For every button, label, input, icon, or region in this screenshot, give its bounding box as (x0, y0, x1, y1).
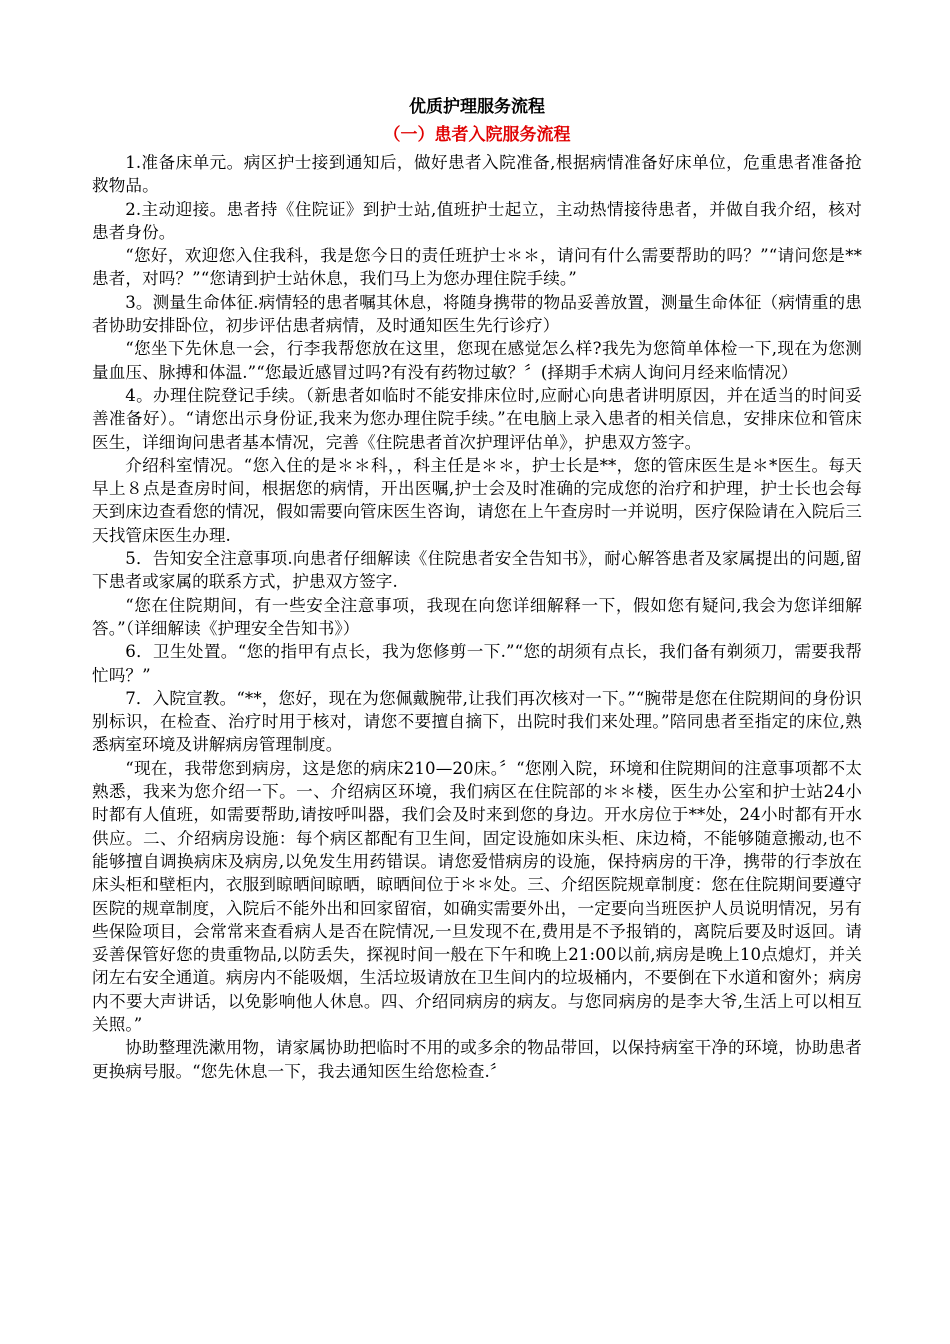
paragraph: 3。测量生命体征.病情轻的患者嘱其休息，将随身携带的物品妥善放置，测量生命体征（病情重的患者协助安排卧位，初步评估患者病情，及时通知医生先行诊疗） (92, 292, 862, 336)
paragraph: “您在住院期间，有一些安全注意事项，我现在向您详细解释一下，假如您有疑问,我会为您详细解答。”（详细解读《护理安全告知书》） (92, 595, 862, 638)
paragraph: 协助整理洗漱用物，请家属协助把临时不用的或多余的物品带回，以保持病室干净的环境，协助患者更换病号服。“您先休息一下，我去通知医生给您检查.〞 (92, 1038, 862, 1081)
paragraph: “您好，欢迎您入住我科，我是您今日的责任班护士＊＊，请问有什么需要帮助的吗？”“请问您是**患者，对吗？”“您请到护士站休息，我们马上为您办理住院手续。” (92, 246, 862, 289)
document-page (92, 96, 862, 1083)
paragraph: 介绍科室情况。“您入住的是＊＊科，，科主任是＊＊，护士长是**，您的管床医生是＊*医生。每天早上８点是查房时间，根据您的病情，开出医嘱,护士会及时准确的完成您的治疗和护理，护士长也会每天到床边查看您的情况，假如需要向管床医生咨询，请您在上午查房时一并说明，医疗保险请在入院后三天找管床医生办理. (92, 455, 862, 545)
paragraph: “现在，我带您到病房，这是您的病床210—20床。〞“您刚入院，环境和住院期间的注意事项都不太熟悉，我来为您介绍一下。一、介绍病区环境，我们病区在住院部的＊＊楼，医生办公室和护士站24小时都有人值班，如需要帮助,请按呼叫器，我们会及时来到您的身边。开水房位于**处，24小时都有开水供应。二、介绍病房设施：每个病区都配有卫生间，固定设施如床头柜、床边椅，不能够随意搬动,也不能够擅自调换病床及病房,以免发生用药错误。请您爱惜病房的设施，保持病房的干净，携带的行李放在床头柜和壁柜内，衣服到晾晒间晾晒，晾晒间位于＊＊处。三、介绍医院规章制度：您在住院期间要遵守医院的规章制度，入院后不能外出和回家留宿，如确实需要外出，一定要向当班医护人员说明情况，另有些保险项目，会常常来查看病人是否在院情况,一旦发现不在,费用是不予报销的，离院后要及时返回。请妥善保管好您的贵重物品,以防丢失，探视时间一般在下午和晚上21:00以前,病房是晚上10点熄灯，并关闭左右安全通道。病房内不能吸烟，生活垃圾请放在卫生间内的垃圾桶内，不要倒在下水道和窗外；病房内不要大声讲话，以免影响他人休息。四、介绍同病房的病友。与您同病房的是李大爷,生活上可以相互关照。” (92, 758, 862, 1034)
paragraph: “您坐下先休息一会，行李我帮您放在这里，您现在感觉怎么样?我先为您简单体检一下,现在为您测量血压、脉搏和体温.”“您最近感冒过吗?有没有药物过敏？〞(择期手术病人询问月经来临情况） (92, 339, 862, 382)
document-body (92, 151, 862, 1083)
paragraph: 2.主动迎接。患者持《住院证》到护士站,值班护士起立，主动热情接待患者，并做自我介绍，核对患者身份。 (92, 199, 862, 242)
paragraph: 5．告知安全注意事项.向患者仔细解读《住院患者安全告知书》，耐心解答患者及家属提出的问题,留下患者或家属的联系方式，护患双方签字. (92, 549, 862, 592)
section-heading: （一）患者入院服务流程 (383, 125, 571, 145)
document-title: 优质护理服务流程 (409, 97, 545, 117)
paragraph: 6．卫生处置。“您的指甲有点长，我为您修剪一下.”“您的胡须有点长，我们备有剃须刀，需要我帮忙吗？” (92, 642, 862, 685)
paragraph: 7．入院宣教。“**，您好，现在为您佩戴腕带,让我们再次核对一下。”“腕带是您在住院期间的身份识别标识，在检查、治疗时用于核对，请您不要擅自摘下，出院时我们来处理。”陪同患者至指定的床位,熟悉病室环境及讲解病房管理制度。 (92, 688, 862, 755)
paragraph: 4。办理住院登记手续。（新患者如临时不能安排床位时,应耐心向患者讲明原因，并在适当的时间妥善准备好）。“请您出示身份证,我来为您办理住院手续。”在电脑上录入患者的相关信息，安排床位和管床医生，详细询问患者基本情况，完善《住院患者首次护理评估单》，护患双方签字。 (92, 385, 862, 452)
paragraph: 1.准备床单元。病区护士接到通知后，做好患者入院准备,根据病情准备好床单位，危重患者准备抢救物品。 (92, 153, 862, 196)
